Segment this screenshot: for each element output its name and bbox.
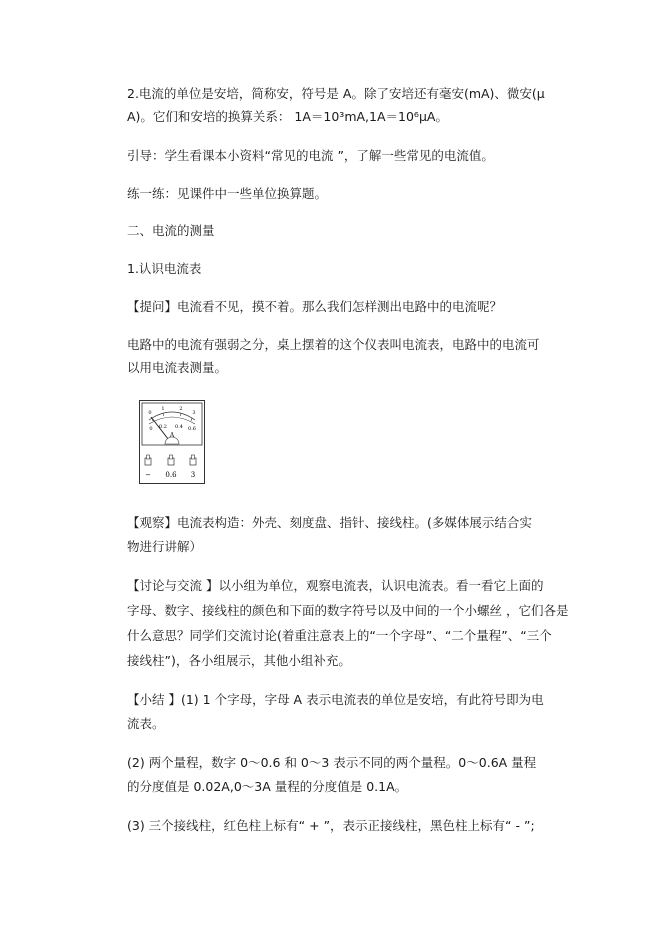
paragraph-guide: 引导：学生看课本小资料“常见的电流 ”，了解一些常见的电流值。 xyxy=(127,148,494,163)
paragraph-observe-line2: 物进行讲解） xyxy=(127,539,203,554)
section-heading: 二、电流的测量 xyxy=(127,223,215,238)
meter-scale-top-3: 3 xyxy=(192,410,196,416)
paragraph-practice: 练一练：见课件中一些单位换算题。 xyxy=(127,186,328,201)
paragraph-summary-line2: 流表。 xyxy=(127,716,165,731)
paragraph-unit-line2: A)。它们和安培的换算关系： 1A＝10³mA,1A＝10⁶μA。 xyxy=(127,109,448,124)
meter-scale-top-0: 0 xyxy=(148,410,152,416)
paragraph-discussion-line3: 什么意思？同学们交流讨论(着重注意表上的“一个字母”、“二个量程”、“三个 xyxy=(127,628,552,643)
paragraph-intro-line2: 以用电流表测量。 xyxy=(127,360,228,375)
meter-scale-top-1: 1 xyxy=(161,406,165,412)
meter-scale-bottom-2: 0.4 xyxy=(175,424,183,430)
paragraph-discussion-line1: 【讨论与交流 】以小组为单位，观察电流表，认识电流表。看一看它上面的 xyxy=(127,578,544,593)
terminal-label-negative: − xyxy=(145,471,151,479)
paragraph-terminals: (3) 三个接线柱，红色柱上标有“ + ”，表示正接线柱，黑色柱上标有“ - ”; xyxy=(127,818,535,833)
meter-scale-top-2: 2 xyxy=(179,406,183,412)
paragraph-ranges-line2: 的分度值是 0.02A,0～3A 量程的分度值是 0.1A。 xyxy=(127,779,408,794)
terminal-label-3: 3 xyxy=(190,471,196,479)
meter-scale-bottom-1: 0.2 xyxy=(159,424,167,430)
paragraph-intro-line1: 电路中的电流有强弱之分，桌上摆着的这个仪表叫电流表，电路中的电流可 xyxy=(127,337,540,352)
paragraph-ranges-line1: (2) 两个量程，数字 0～0.6 和 0～3 表示不同的两个量程。0～0.6A 量程 xyxy=(127,755,537,770)
meter-unit-label: A xyxy=(169,432,175,439)
meter-scale-bottom-3: 0.6 xyxy=(188,426,196,432)
paragraph-unit-line1: 2.电流的单位是安培，简称安，符号是 A。除了安培还有毫安(mA)、微安(μ xyxy=(127,86,545,101)
subsection-heading: 1.认识电流表 xyxy=(127,261,202,276)
paragraph-summary-line1: 【小结 】(1) 1 个字母，字母 A 表示电流表的单位是安培，有此符号即为电 xyxy=(127,692,544,707)
paragraph-observe-line1: 【观察】电流表构造：外壳、刻度盘、指针、接线柱。(多媒体展示结合实 xyxy=(127,515,532,530)
paragraph-discussion-line2: 字母、数字、接线柱的颜色和下面的数字符号以及中间的一个小螺丝 ，它们各是 xyxy=(127,603,569,618)
ammeter-illustration xyxy=(139,400,205,484)
paragraph-discussion-line4: 接线柱”)，各小组展示，其他小组补充。 xyxy=(127,653,351,668)
paragraph-question: 【提问】电流看不见，摸不着。那么我们怎样测出电路中的电流呢？ xyxy=(127,299,503,314)
terminal-label-0-6: 0.6 xyxy=(165,471,177,479)
meter-scale-bottom-0: 0 xyxy=(149,426,153,432)
